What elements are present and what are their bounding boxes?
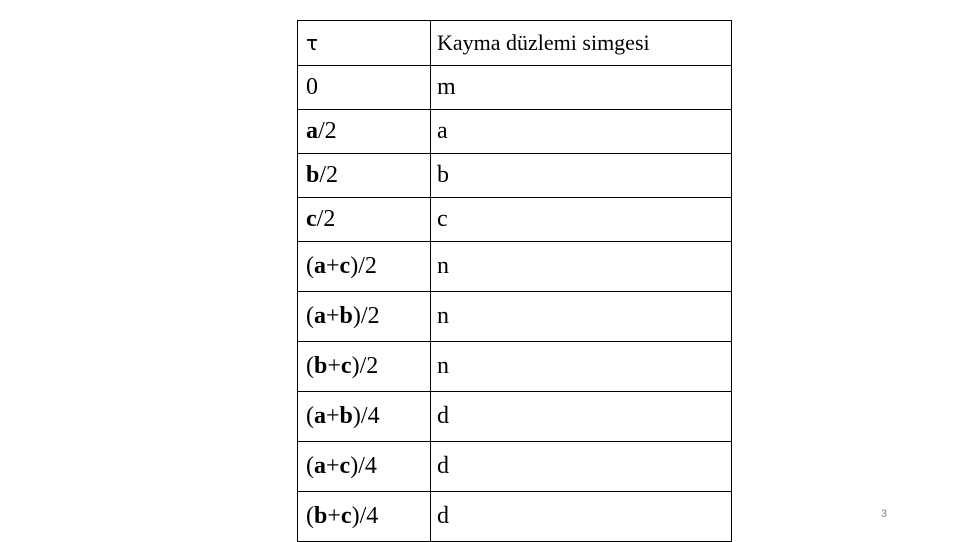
translation-vector-cell: (a+c)/4 xyxy=(298,442,431,492)
translation-vector-cell: b/2 xyxy=(298,154,431,198)
glide-plane-symbol-cell: b xyxy=(431,154,732,198)
translation-vector-cell: a/2 xyxy=(298,110,431,154)
table-row xyxy=(298,342,732,392)
page-number: 3 xyxy=(880,508,887,520)
translation-vector-cell: (a+c)/2 xyxy=(298,242,431,292)
header-translation-vector: τ xyxy=(298,21,431,66)
glide-plane-symbol-cell: d xyxy=(431,492,732,542)
glide-plane-symbol-cell: n xyxy=(431,242,732,292)
translation-vector-cell: 0 xyxy=(298,66,431,110)
header-glide-plane-symbol: Kayma düzlemi simgesi xyxy=(431,21,732,66)
table-row xyxy=(298,198,732,242)
glide-plane-table xyxy=(297,20,732,542)
glide-plane-table-body xyxy=(298,21,732,542)
table-row xyxy=(298,392,732,442)
translation-vector-cell: c/2 xyxy=(298,198,431,242)
glide-plane-symbol-cell: d xyxy=(431,442,732,492)
translation-vector-cell: (b+c)/2 xyxy=(298,342,431,392)
glide-plane-symbol-cell: m xyxy=(431,66,732,110)
glide-plane-symbol-cell: c xyxy=(431,198,732,242)
table-header-row xyxy=(298,21,732,66)
glide-plane-symbol-cell: n xyxy=(431,292,732,342)
glide-plane-symbol-cell: d xyxy=(431,392,732,442)
table-row xyxy=(298,492,732,542)
table-row xyxy=(298,242,732,292)
table-row xyxy=(298,66,732,110)
translation-vector-cell: (b+c)/4 xyxy=(298,492,431,542)
table-row xyxy=(298,154,732,198)
table-row xyxy=(298,292,732,342)
glide-plane-symbol-cell: a xyxy=(431,110,732,154)
glide-plane-symbol-cell: n xyxy=(431,342,732,392)
table-row xyxy=(298,110,732,154)
translation-vector-cell: (a+b)/2 xyxy=(298,292,431,342)
translation-vector-cell: (a+b)/4 xyxy=(298,392,431,442)
table-row xyxy=(298,442,732,492)
